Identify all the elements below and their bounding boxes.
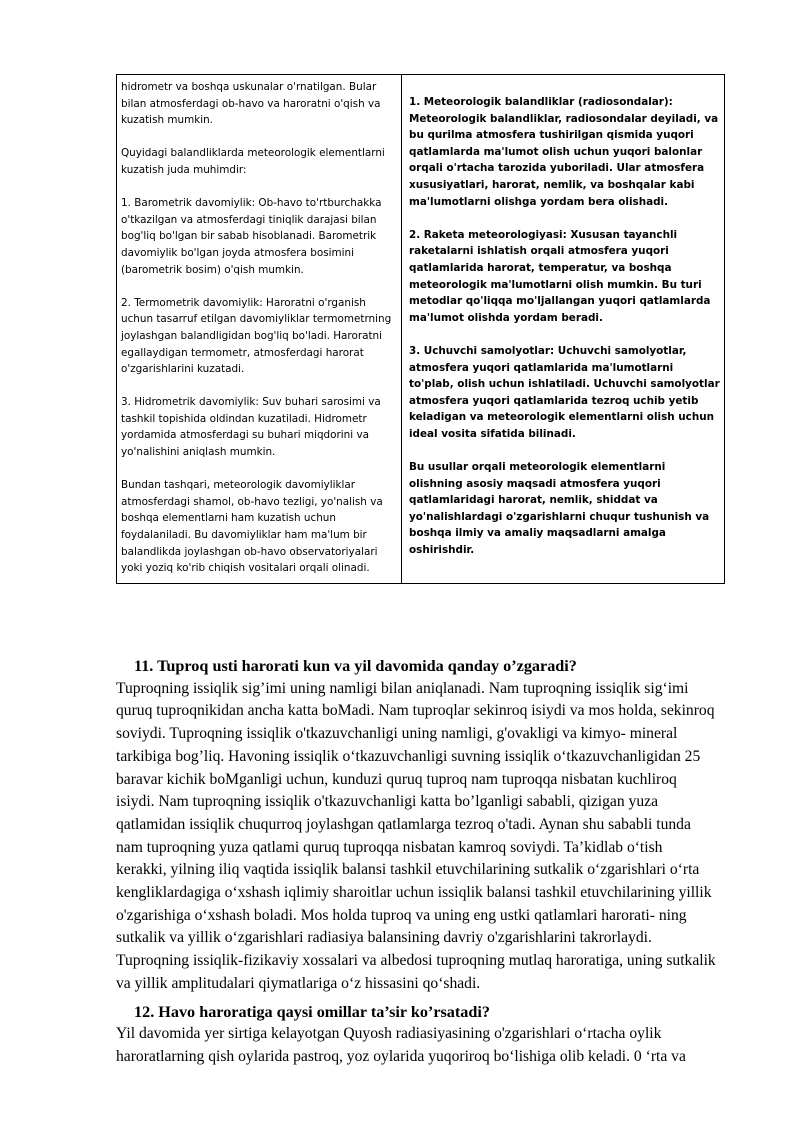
section-12 [116,1001,716,1069]
section-text: Tuproqning issiqlik sig’imi uning namligi bilan aniqlanadi. Nam tuproqning issiqlik sig‘imi quruq tuproqnikidan ancha katta boMadi. Nam tuproqlar sekinroq isiydi va mos holda, sekinroq soviydi. Tuproqning issiqlik o'tkazuvchanligi uning namligi, g'ovakligi va kimyo- mineral tarkibiga bog’liq. Havoning issiqlik o‘tkazuvchanligi suvning issiqlik o‘tkazuvchanligidan 25 baravar kichik boMganligi uchun, kunduzi quruq tuproq nam tuproqqa nisbatan kuchliroq isiydi. Nam tuproqning issiqlik o'tkazuvchanligi katta bo’lganligi sababli, qizigan yuza qatlamidan issiqlik chuqurroq joylashgan qatlamlarga tezroq o'tadi. Aynan shu sababli tunda nam tuproqning yuza qatlami quruq tuproqqa nisbatan kamroq soviydi. Ta’kidlab o‘tish kerakki, yilning iliq vaqtida issiqlik balansi tashkil etuvchilarining sutkalik o‘zgarishlari o‘rta kengliklardagiga o‘xshash iqlimiy sharoitlar uchun issiqlik balansi tashkil etuvchilarining yillik o'zgarishiga o‘xshash boladi. Mos holda tuproq va uning eng ustki qatlamlari harorati- ning sutkalik va yillik o‘zgarishlari radiasiya balansining davriy o'zgarishlarini takrorlaydi. Tuproqning issiqlik-fizikaviy xossalari va albedosi tuproqning mutlaq haroratiga, uning sutkalik va yillik amplitudalari qiymatlariga o‘z hissasini qo‘shadi. [116,679,716,992]
table-left-column [117,75,402,583]
section-heading: 11. Tuproq usti harorati kun va yil davomida qanday o’zgaradi? [134,657,577,675]
table-right-column [402,75,724,583]
section-text: Yil davomida yer sirtiga kelayotgan Quyosh radiasiyasining o'zgarishlari o‘rtacha oylik haroratlarning qish oylarida pastroq, yoz oylarida yuqoriroq bo‘lishiga olib keladi. 0 ‘rta va [116,1025,686,1065]
table-paragraph: 2. Raketa meteorologiyasi: Xususan tayanchli raketalarni ishlatish orqali atmosfera yuqori qatlamlarida harorat, temperatur, va boshqa meteorologik ma'lumotlarni olish mumkin. Bu turi metodlar qo'liqqa mo'ljallangan yuqori qatlamlarda ma'lumot olishda yordam beradi. [409,228,711,324]
table-paragraph: Bu usullar orqali meteorologik elementlarni olishning asosiy maqsadi atmosfera yuqori qatlamlaridagi harorat, nemlik, shiddat va yo'nalishlardagi o'zgarishlarni chuqur tushunish va boshqa ilmiy va amaliy maqsadlarni amalga oshirishdir. [409,461,710,557]
document-body [116,655,716,1069]
info-table [116,74,725,584]
table-paragraph: hidrometr va boshqa uskunalar o'rnatilgan. Bular bilan atmosferdagi ob-havo va haroratni o'qish va kuzatish mumkin. [121,81,381,127]
table-paragraph: 3. Uchuvchi samolyotlar: Uchuvchi samolyotlar, atmosfera yuqori qatlamlarida ma'lumotlarni to'plab, olish uchun ishlatiladi. Uchuvchi samolyotlar atmosfera yuqori qatlamlarida tezroq uchib yetib keladigan va meteorologik elementlarni olish uchun ideal vosita sifatida bilinadi. [409,344,720,440]
section-heading: 12. Havo haroratiga qaysi omillar ta’sir ko’rsatadi? [134,1002,490,1021]
table-paragraph: 1. Meteorologik balandliklar (radiosondalar): Meteorologik balandliklar, radiosondalar deyiladi, va bu qurilma atmosfera tushirilgan qismida yuqori qatlamlarda ma'lumot olish uchun yuqori balonlar orqali o'rtacha tarozida yuboriladi. Ular atmosfera xususiyatlari, harorat, nemlik, va boshqalar kabi ma'lumotlarni olishga yordam bera olishadi. [409,96,719,208]
section-11 [116,655,716,996]
table-paragraph: Bundan tashqari, meteorologik davomiyliklar atmosferdagi shamol, ob-havo tezligi, yo'nalish va boshqa elementlarni ham kuzatish uchun foydalaniladi. Bu davomiyliklar ham ma'lum bir balandlikda joylashgan ob-havo observatoriyalari yoki yoziq ko'rib chiqish vositalari orqali olinadi. [121,479,383,575]
table-paragraph: 1. Barometrik davomiylik: Ob-havo to'rtburchakka o'tkazilgan va atmosferdagi tiniqlik darajasi bilan bog'liq bo'lgan bir sabab hisoblanadi. Barometrik davomiylik bo'lgan joyda atmosfera bosimini (barometrik bosim) o'qish mumkin. [121,197,382,276]
table-paragraph: Quyidagi balandliklarda meteorologik elementlarni kuzatish juda muhimdir: [121,147,385,176]
table-paragraph: 3. Hidrometrik davomiylik: Suv buhari sarosimi va tashkil topishida oldindan kuzatiladi. Hidrometr yordamida atmosferdagi su buhari miqdorini va yo'nalishini aniqlash mumkin. [121,396,381,459]
table-paragraph: 2. Termometrik davomiylik: Haroratni o'rganish uchun tasarruf etilgan davomiyliklar termometrning joylashgan balandligidan bog'liq bo'ladi. Haroratni egallaydigan termometr, atmosferdagi harorat o'zgarishlarini kuzatadi. [121,296,392,376]
